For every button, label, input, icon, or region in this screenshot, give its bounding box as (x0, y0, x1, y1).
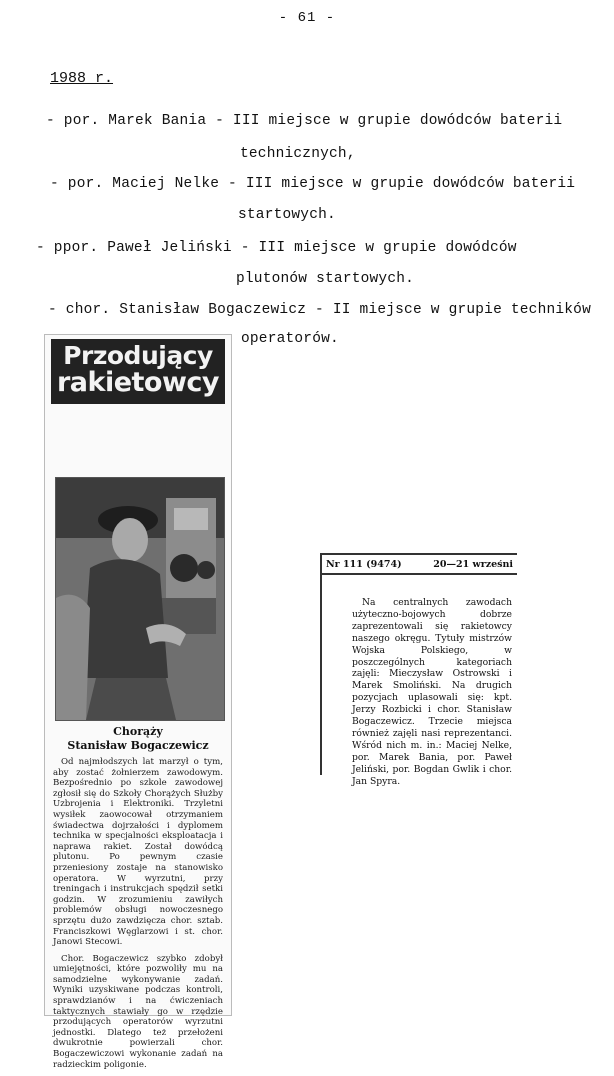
award-entry (46, 113, 563, 162)
entry-line: - chor. Stanisław Bogaczewicz - II miejsce w grupie techników (48, 302, 591, 318)
caption-rank: Chorąży (113, 725, 163, 738)
entry-continuation: operatorów. (241, 331, 339, 347)
page-number: - 61 - (278, 10, 336, 26)
headline-line: Przodujący (63, 341, 213, 370)
clipping-headline (51, 339, 225, 404)
award-entry (36, 240, 517, 287)
entry-line: - ppor. Paweł Jeliński - III miejsce w grupie dowódców (36, 240, 517, 256)
caption-name: Stanisław Bogaczewicz (67, 739, 209, 752)
entry-continuation: technicznych, (240, 146, 356, 162)
entry-line: - por. Marek Bania - III miejsce w grupie dowódców baterii (46, 113, 563, 129)
entry-continuation: startowych. (238, 207, 336, 223)
headline-line: rakietowcy (56, 367, 220, 399)
newspaper-clipping-report (320, 553, 517, 787)
award-entry (48, 302, 591, 347)
article-body (53, 757, 223, 1076)
entry-line: - por. Maciej Nelke - III miejsce w grupie dowódców baterii (50, 176, 576, 192)
photo-caption (51, 725, 225, 753)
report-paragraph: Na centralnych zawodach użyteczno-bojowych dobrze zaprezentowali się rakietowcy naszego okręgu. Tytuły mistrzów Wojska Polskiego, w poszczególnych kategoriach zajęli: Mieczysław Ostrowski i Marek Smoliński. Na drugich pozycjach uplasowali się: kpt. Jerzy Rozbicki i chor. Stanisław Bogaczewicz. Trzecie miejsca również zajęli nasi reprezentanci. Wśród nich m. in.: Maciej Nelke, por. Marek Bania, por. Paweł Jeliński, por. Bogdan Gwlik i chor. Jan Spyra. (352, 597, 512, 787)
article-paragraph: Od najmłodszych lat marzył o tym, aby zostać żołnierzem zawodowym. Bezpośrednio po szkole zawodowej zgłosił się do Szkoły Chorążych Służby Uzbrojenia i Elektroniki. Trzyletni wysiłek zaowocował otrzymaniem świadectwa dojrzałości i dyplomem technika w specjalności eksploatacja i naprawa rakiet. Został dowódcą plutonu. Po pewnym czasie przeniesiony zostaje na stanowisko operatora. W wyrzutni, przy treningach i instrukcjach spędził setki godzin. W zrozumieniu zawiłych problemów obsługi nowoczesnego sprzętu dużo zawdzięcza chor. sztab. Franciszkowi Węglarzowi i st. chor. Janowi Stecowi. (53, 757, 223, 948)
article-paragraph: Chor. Bogaczewicz szybko zdobył umiejętności, które pozwoliły mu na samodzielne wykonywanie zadań. Wyniki uzyskiwane podczas kontroli, sprawdzianów i na ćwiczeniach taktycznych stawiały go w rzędzie przodujących operatorów wyrzutni jednostki. Dlatego też przełożeni dwukrotnie powierzali chor. Bogaczewiczowi wykonanie zadań na radzieckim poligonie. (53, 953, 223, 1070)
entry-continuation: plutonów startowych. (236, 271, 415, 287)
photo-illustration (56, 478, 224, 720)
year-heading: 1988 r. (50, 70, 114, 87)
newspaper-clipping-article (44, 334, 232, 1070)
soldier-photo (55, 477, 225, 721)
award-entry (50, 176, 576, 223)
newspaper-masthead (322, 555, 517, 575)
issue-date: 20—21 wrześni (433, 559, 513, 570)
issue-number: Nr 111 (9474) (326, 559, 402, 570)
report-text (352, 597, 512, 788)
